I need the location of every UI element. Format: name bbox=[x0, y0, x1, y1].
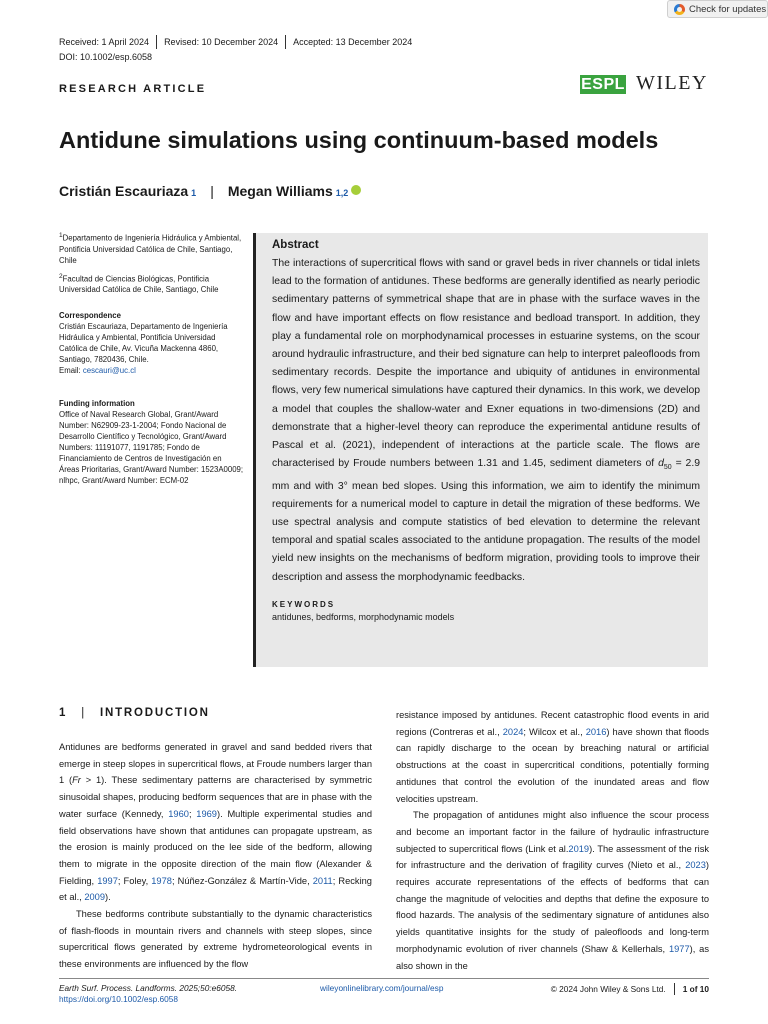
espl-journal-logo: ESPL bbox=[581, 75, 625, 93]
citation-link[interactable]: 1977 bbox=[668, 943, 690, 954]
page-number: 1 of 10 bbox=[682, 983, 709, 994]
check-for-updates-button[interactable] bbox=[667, 0, 768, 18]
citation-link[interactable]: 1969 bbox=[196, 808, 217, 819]
citation-link[interactable]: 2023 bbox=[685, 860, 706, 871]
body-column-left bbox=[59, 739, 372, 973]
correspondence-text: Cristián Escauriaza, Departamento de Ingeniería Hidráulica y Ambiental, Pontificia Universidad Católica de Chile, Av. Vicuña Mackenna 4860, Santiago, 7820436, Chile. bbox=[59, 322, 228, 364]
funding-text: Office of Naval Research Global, Grant/Award Number: N62909-23-1-2004; Fondo Nacional de Desarrollo Científico y Tecnológico, Grant/Award Numbers: 11191077, 1191785; Fondo de Financiamiento de Centros de Investigación en Áreas Prioritarias, Grant/Award Number: 1523A0009; nlhpc, Grant/Award Number: ECM-02 bbox=[59, 410, 244, 485]
abstract-text: The interactions of supercritical flows with sand or gravel beds in river channels or tidal inlets lead to the formation of antidunes. These bedforms are generally identified as nearly periodic sedimentary patterns of symmetrical shape that are in phase with the surface waves in the flow and have important effects on flow resistance and bedload transport. In addition, they play a fundamental role on morphodynamical processes in estuarine systems, on the scour around hydraulic infrastructure, and their bed signature can help to interpret paleofloods from sedimentary records. Despite the importance and ubiquity of antidunes in environmental flows, very few numerical simulations have captured their dynamics. In this work, we develop a model that couples the shallow-water and Exner equations in two-dimensions (2D) and demonstrate that a higher-level theory can reproduce the experimental antidune results of Pascal et al. (2021), independent of interactions at the particle scale. The flows are characterised by Froude numbers between 1.31 and 1.45, sediment diameters of $d_{50} = 2.9$ mm and with 3° mean bed slopes. Using this information, we aim to identify the minimum requirements for a numerical model to capture in detail the migration of these bedforms. We use spectral analysis and compute statistics of bed elevation to determine the relevant temporal and spatial scales associated to the antidune propagation. The results of the model yield new insights on the mechanisms of bedform migration, providing tools to improve their description and assess the morphodynamic feedbacks. bbox=[272, 258, 700, 583]
article-type: RESEARCH ARTICLE bbox=[59, 83, 207, 95]
citation-link[interactable]: 2019 bbox=[568, 843, 590, 854]
citation-link[interactable]: 2024 bbox=[502, 726, 524, 737]
affiliation-item: $^1$Departamento de Ingeniería Hidráulica y Ambiental, Pontificia Universidad Católica de Chile, Santiago, Chile bbox=[59, 232, 242, 265]
check-for-updates-label: Check for updates bbox=[689, 3, 767, 15]
email-link[interactable]: cescauri@uc.cl bbox=[82, 366, 136, 375]
citation-link[interactable]: 1960 bbox=[168, 808, 189, 819]
affiliations bbox=[59, 230, 244, 295]
author-affiliation-marker: 1 bbox=[191, 188, 197, 198]
citation-link[interactable]: 2009 bbox=[84, 892, 106, 903]
correspondence bbox=[59, 310, 244, 376]
author-name[interactable]: Megan Williams bbox=[227, 183, 333, 199]
author-separator: | bbox=[210, 183, 214, 199]
footer-divider bbox=[674, 983, 675, 995]
copyright: © 2024 John Wiley & Sons Ltd. bbox=[550, 983, 666, 994]
paragraph: These bedforms contribute substantially to the dynamic characteristics of flash-floods in mountain rivers and channels with steep slopes, since supercritical flows generated by extreme hydrometeorological events in these environments are influenced by the flow bbox=[59, 909, 372, 970]
affiliation-item: $^2$Facultad de Ciencias Biológicas, Pontificia Universidad Católica de Chile, Santiago, Chile bbox=[59, 272, 219, 295]
d50-symbol: d bbox=[658, 458, 664, 470]
wiley-logo: WILEY bbox=[636, 72, 708, 94]
check-for-updates-icon bbox=[674, 4, 685, 15]
article-title: Antidune simulations using continuum-based models bbox=[59, 127, 659, 153]
orcid-icon[interactable] bbox=[351, 185, 361, 195]
email-label: Email: bbox=[59, 366, 83, 375]
funding-information bbox=[59, 398, 244, 486]
footer-right bbox=[551, 983, 709, 995]
accepted-date: Accepted: 13 December 2024 bbox=[293, 37, 413, 47]
citation-link[interactable]: 2011 bbox=[312, 875, 333, 886]
meta-divider bbox=[285, 35, 286, 49]
paragraph: The propagation of antidunes might also influence the scour process and become an important factor in the failure of hydraulic infrastructure subjected to supercritical flows (Link et al.2019). The assessment of the risk for infrastructure and the derivation of fragility curves (Nieto et al., 2023) requires accurate representations of the effects of bedforms that can change the magnitude of velocities and depths that define the exposure to flood hazards. The analysis of the sedimentary signature of antidunes also yields quantitative insights for the study of paleofloods and long-term morphodynamic evolution of river channels (Shaw & Kellerhals, 1977), as also shown in the bbox=[396, 810, 709, 971]
paragraph: Antidunes are bedforms generated in gravel and sand bedded rivers that emerge in steep slopes in supercritical flows, at Froude numbers larger than 1 (Fr > 1). These sedimentary patterns are characterised by symmetric sinusoidal shapes, producing bedform sequences that are in phase with the water surface (Kennedy, 1960; 1969). Multiple experimental studies and field observations have shown that antidunes can propagate upstream, as the erosion is mainly produced on the lee side of the bedform, allowing them to migrate in the opposite direction of the main flow (Alexander & Fielding, 1997; Foley, 1978; Núñez-González & Martín-Vide, 2011; Recking et al., 2009). bbox=[59, 742, 372, 903]
author-name[interactable]: Cristián Escauriaza bbox=[59, 183, 189, 199]
abstract-heading: Abstract bbox=[272, 239, 319, 251]
journal-url-link[interactable]: wileyonlinelibrary.com/journal/esp bbox=[320, 983, 444, 993]
journal-citation: Earth Surf. Process. Landforms. 2025;50:e6058. bbox=[59, 983, 238, 993]
meta-divider bbox=[156, 35, 157, 49]
footer-divider bbox=[59, 978, 709, 979]
correspondence-heading: Correspondence bbox=[59, 311, 121, 320]
keywords-heading: KEYWORDS bbox=[272, 599, 336, 609]
section-heading: 1 | INTRODUCTION bbox=[59, 707, 210, 719]
citation-link[interactable]: 2016 bbox=[585, 726, 607, 737]
author-list bbox=[59, 183, 361, 199]
footer-citation bbox=[59, 983, 237, 1005]
keywords-list: antidunes, bedforms, morphodynamic models bbox=[272, 611, 455, 622]
author-affiliation-marker: 1,2 bbox=[335, 188, 349, 198]
received-date: Received: 1 April 2024 bbox=[59, 37, 150, 47]
revised-date: Revised: 10 December 2024 bbox=[164, 37, 279, 47]
body-column-right bbox=[396, 707, 709, 974]
citation-link[interactable]: 1997 bbox=[97, 875, 118, 886]
doi: DOI: 10.1002/esp.6058 bbox=[59, 52, 153, 62]
funding-heading: Funding information bbox=[59, 399, 135, 408]
article-dates bbox=[59, 35, 412, 49]
paragraph: resistance imposed by antidunes. Recent catastrophic flood events in arid regions (Contreras et al., 2024; Wilcox et al., 2016) have shown that floods can rapidly discharge to the ocean by breaching natural or artificial obstructions at the coast in supercritical conditions, potentially forming antidunes that control the evolution of the inundated areas and flow velocities upstream. bbox=[396, 710, 709, 804]
citation-link[interactable]: 1978 bbox=[151, 875, 172, 886]
doi-link[interactable]: https://doi.org/10.1002/esp.6058 bbox=[59, 994, 179, 1004]
abstract-box bbox=[253, 233, 708, 667]
